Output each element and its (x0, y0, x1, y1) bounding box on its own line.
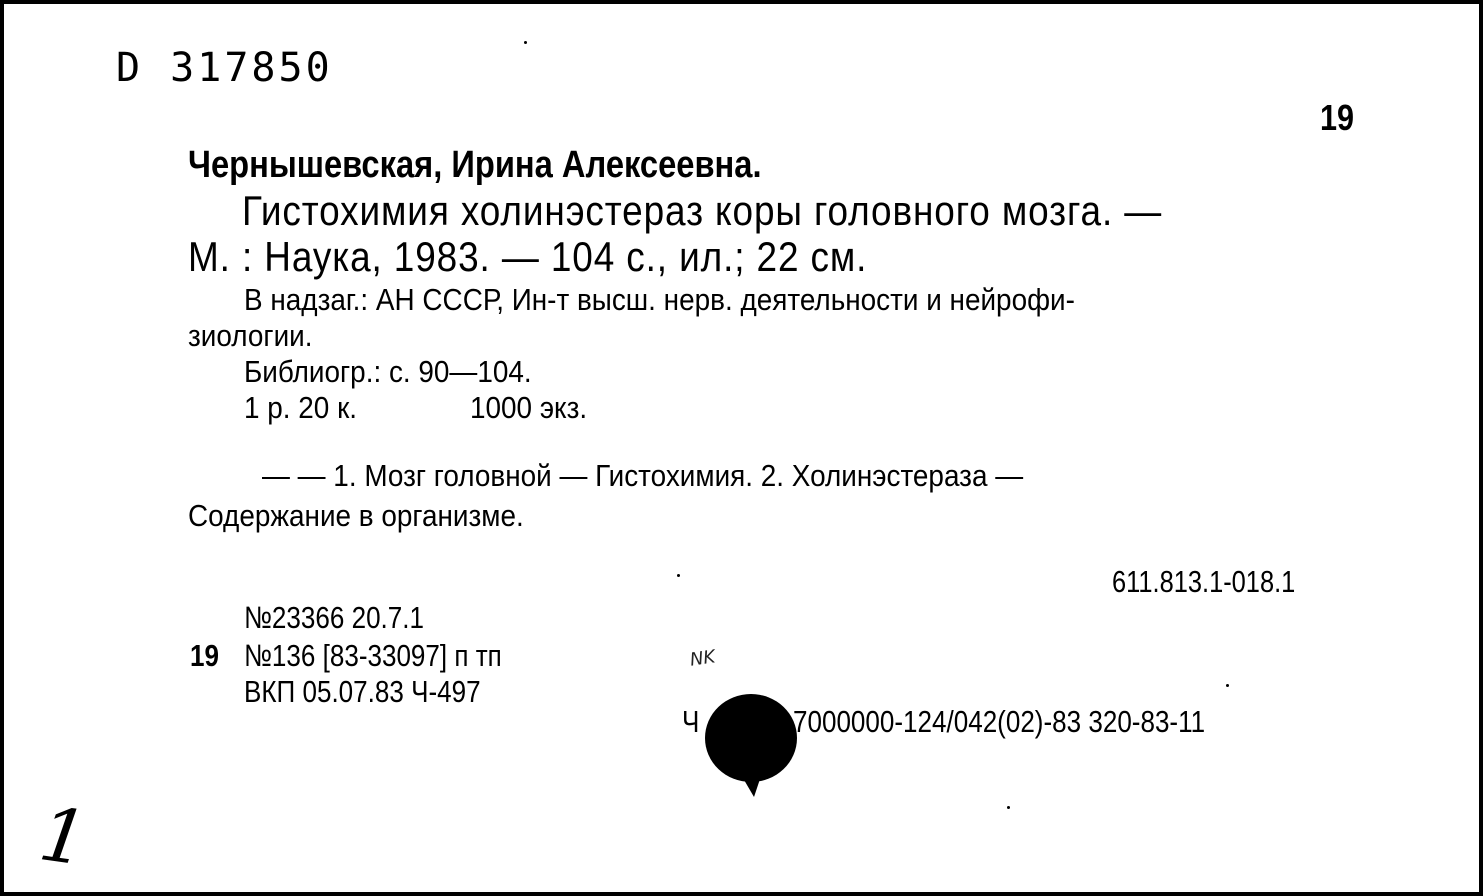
corner-number: 19 (1320, 97, 1355, 138)
handwritten-initials: NK (688, 646, 717, 671)
note-line-1: В надзаг.: АН СССР, Ин-т высш. нерв. деятельности и нейрофи- (244, 282, 1075, 317)
subjects-line-1: — — 1. Мозг головной — Гистохимия. 2. Холинэстераза — (262, 458, 1024, 493)
speck (1007, 806, 1010, 809)
ink-blot-stamp (704, 693, 798, 797)
registration-line-3: ВКП 05.07.83 Ч-497 (244, 674, 481, 709)
handwritten-number: 1 (34, 791, 93, 883)
registration-line-2: №136 [83-33097] п тп (244, 638, 502, 673)
call-number: D 317850 (116, 45, 333, 91)
speck (1226, 684, 1229, 687)
title-line-2: М. : Наука, 1983. — 104 с., ил.; 22 см. (188, 233, 868, 280)
copies: 1000 экз. (470, 390, 588, 425)
registration-line-1: №23366 20.7.1 (244, 600, 424, 635)
speck (677, 574, 680, 577)
registration-prefix: 19 (190, 638, 219, 673)
title-line-1: Гистохимия холинэстераз коры головного мозга. — (242, 187, 1163, 234)
speck (524, 41, 527, 44)
author-heading: Чернышевская, Ирина Алексеевна. (188, 144, 762, 186)
classification-code: 7000000-124/042(02)-83 320-83-11 (793, 704, 1206, 739)
subjects-line-2: Содержание в организме. (188, 498, 524, 533)
price: 1 р. 20 к. (244, 390, 358, 425)
note-line-2: зиологии. (188, 318, 313, 353)
code-prefix: Ч (682, 704, 700, 739)
udc-code: 611.813.1-018.1 (1112, 564, 1296, 599)
bibliography-note: Библиогр.: с. 90—104. (244, 354, 532, 389)
